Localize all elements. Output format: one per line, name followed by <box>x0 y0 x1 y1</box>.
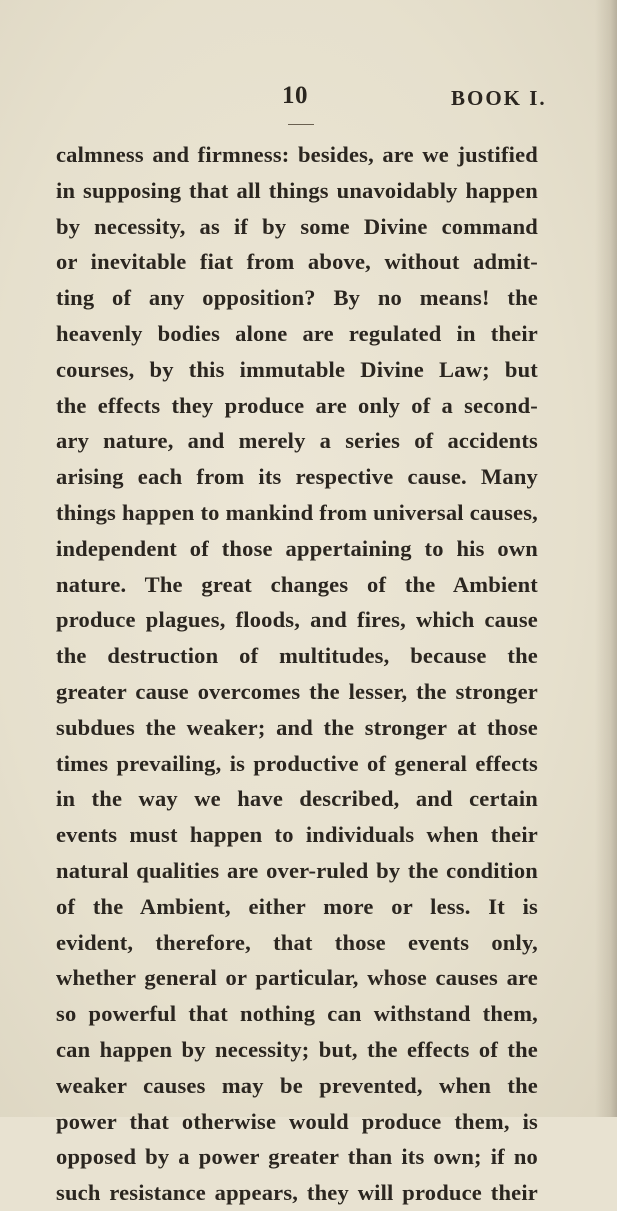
text-line: the effects they produce are only of a second- <box>56 392 538 418</box>
text-line: opposed by a power greater than its own; if no <box>56 1144 538 1170</box>
text-line: whether general or particular, whose causes are <box>56 965 538 991</box>
text-line: of the Ambient, either more or less. It is <box>56 893 538 919</box>
text-line: nature. The great changes of the Ambient <box>56 571 538 597</box>
text-line: or inevitable fiat from above, without admit- <box>56 249 538 275</box>
text-line: arising each from its respective cause. Many <box>56 464 538 490</box>
text-line: such resistance appears, they will produce their <box>56 1180 538 1206</box>
text-line: natural qualities are over-ruled by the condition <box>56 857 538 883</box>
text-line: events must happen to individuals when their <box>56 822 538 848</box>
text-line: ary nature, and merely a series of accidents <box>56 428 538 454</box>
text-line: the destruction of multitudes, because the <box>56 643 538 669</box>
page-edge-shadow <box>595 0 617 1117</box>
running-head: BOOK I. <box>451 86 547 110</box>
text-line: produce plagues, floods, and fires, which cause <box>56 607 538 633</box>
text-line: courses, by this immutable Divine Law; but <box>56 356 538 382</box>
text-line: times prevailing, is productive of general effects <box>56 750 538 776</box>
text-line: ting of any opposition? By no means! the <box>56 285 538 311</box>
text-line: independent of those appertaining to his own <box>56 535 538 561</box>
text-line: so powerful that nothing can withstand them, <box>56 1001 538 1027</box>
page-number: 10 <box>282 82 308 109</box>
page-header <box>0 82 617 116</box>
header-rule <box>288 124 314 125</box>
text-line: evident, therefore, that those events only, <box>56 929 538 955</box>
text-line: can happen by necessity; but, the effects of the <box>56 1036 538 1062</box>
text-line: things happen to mankind from universal causes, <box>56 499 538 525</box>
text-line: heavenly bodies alone are regulated in their <box>56 320 538 346</box>
text-line: in supposing that all things unavoidably happen <box>56 177 538 203</box>
text-line: subdues the weaker; and the stronger at those <box>56 714 538 740</box>
text-line: by necessity, as if by some Divine command <box>56 213 538 239</box>
text-line: calmness and firmness: besides, are we justified <box>56 142 538 167</box>
text-line: in the way we have described, and certain <box>56 786 538 812</box>
text-line: power that otherwise would produce them, is <box>56 1108 538 1134</box>
text-line: greater cause overcomes the lesser, the stronger <box>56 678 538 704</box>
text-line: weaker causes may be prevented, when the <box>56 1072 538 1098</box>
body-text <box>56 137 538 1211</box>
